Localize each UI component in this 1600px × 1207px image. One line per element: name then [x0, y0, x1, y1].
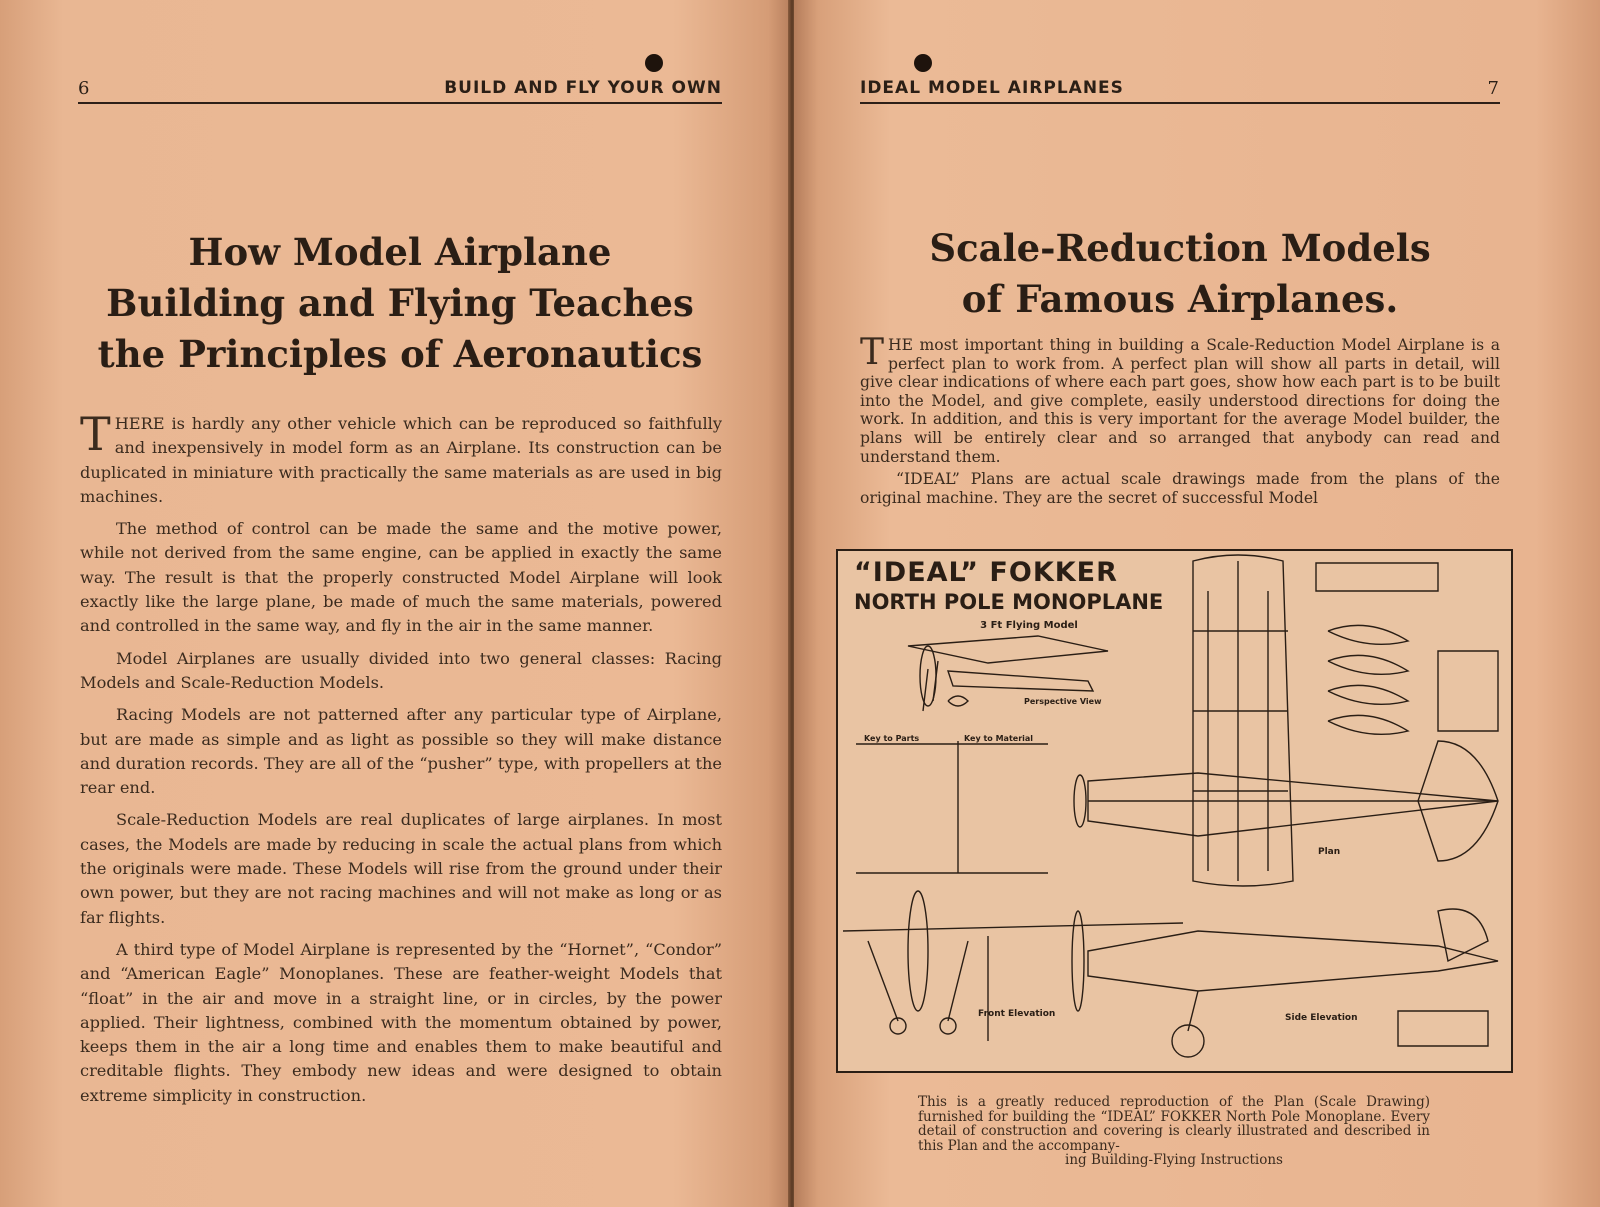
right-title-line-2: of Famous Airplanes.	[961, 277, 1399, 321]
left-paragraph: Racing Models are not patterned after any particular type of Airplane, but are made as simple and as light as possible so they will make distance and duration records. They are all of the “pusher” type, with propellers at the rear end.	[80, 705, 722, 798]
rib-section-drawings	[1316, 563, 1498, 734]
airplane-plan-drawing	[836, 549, 1513, 1073]
plan-view-wing	[1193, 555, 1293, 886]
plan-label: Plan	[1318, 847, 1341, 857]
left-paragraph: Scale-Reduction Models are real duplicates of large airplanes. In most cases, the Models are made by reducing in scale the actual plans from which the originals were made. These Models will rise from the ground under their own power, but they are not racing machines and will not make as long or as far flights.	[80, 810, 722, 927]
key-to-material-label: Key to Material	[964, 734, 1034, 743]
caption-text: This is a greatly reduced reproduction of the Plan (Scale Drawing) furnished for building the “IDEAL” FOKKER North Pole Monoplane. Every detail of construction and covering is clearly illustrated and described in this Plan and the accompany-	[918, 1094, 1430, 1154]
right-page	[794, 0, 1600, 1207]
caption-last-line: ing Building-Flying Instructions	[1065, 1152, 1283, 1168]
left-body-text	[80, 407, 722, 1116]
side-elevation-label: Side Elevation	[1285, 1013, 1358, 1023]
plan-view-fuselage	[1074, 741, 1498, 861]
right-page-title	[860, 223, 1500, 325]
left-title-line-3: the Principles of Aeronautics	[97, 332, 703, 376]
left-paragraph: Model Airplanes are usually divided into two general classes: Racing Models and Scale-Reduction Models.	[80, 648, 722, 692]
right-running-head-title: IDEAL MODEL AIRPLANES	[860, 78, 1124, 98]
left-page-title	[78, 227, 722, 380]
figure-caption	[918, 1095, 1430, 1168]
plan-model-note: 3 Ft Flying Model	[980, 620, 1078, 631]
binding-hole	[645, 54, 663, 72]
left-paragraph: A third type of Model Airplane is represented by the “Hornet”, “Condor” and “American Eagle” Monoplanes. These are feather-weight Models that “float” in the air and move in a straight line, or in circles, by the power applied. Their lightness, combined with the momentum obtained by power, keeps them in the air a long time and enables them to make beautiful and creditable flights. They embody new ideas and were designed to obtain extreme simplicity in construction.	[80, 939, 722, 1105]
plan-title: “IDEAL” FOKKER	[854, 557, 1118, 588]
drop-cap: T	[80, 407, 111, 461]
right-page-number: 7	[1487, 78, 1500, 99]
right-body-text	[860, 332, 1500, 511]
key-to-parts-label: Key to Parts	[864, 734, 920, 743]
drop-cap: T	[860, 332, 885, 373]
left-page-number: 6	[78, 78, 91, 99]
right-running-header	[860, 74, 1500, 104]
binding-hole	[914, 54, 932, 72]
left-paragraph: The method of control can be made the same and the motive power, while not derived from the same engine, can be applied in exactly the same way. The result is that the properly constructed Model Airplane will look exactly like the large plane, be made of much the same materials, powered and controlled in the same way, and fly in the air in the same manner.	[80, 519, 722, 636]
left-running-header	[78, 74, 722, 104]
left-running-head-title: BUILD AND FLY YOUR OWN	[444, 78, 722, 98]
right-paragraph: THE most important thing in building a Scale-Reduction Model Airplane is a perfect plan to work from. A perfect plan will show all parts in detail, will give clear indications of where each part goes, show how each part is to be built into the Model, and give complete, easily understood directions for doing the work. In addition, and this is very important for the average Model builder, the plans will be entirely clear and so arranged that anybody can read and understand them.	[860, 332, 1500, 466]
left-title-line-1: How Model Airplane	[188, 230, 612, 274]
left-page	[0, 0, 792, 1207]
right-paragraph: “IDEAL” Plans are actual scale drawings made from the plans of the original machine. They are the secret of successful Model	[860, 470, 1500, 507]
right-title-line-1: Scale-Reduction Models	[929, 226, 1431, 270]
side-elevation-sketch	[1072, 909, 1498, 1057]
plan-title-block	[854, 557, 1163, 631]
left-paragraph: THERE is hardly any other vehicle which can be reproduced so faithfully and inexpensively in model form as an Airplane. Its construction can be duplicated in miniature with practically the same materials as are used in big machines.	[80, 407, 722, 506]
front-elevation-label: Front Elevation	[978, 1009, 1056, 1019]
key-table-lines	[856, 741, 1048, 873]
perspective-view-label: Perspective View	[1024, 697, 1102, 706]
left-title-line-2: Building and Flying Teaches	[106, 281, 694, 325]
plan-subtitle: NORTH POLE MONOPLANE	[854, 590, 1164, 614]
